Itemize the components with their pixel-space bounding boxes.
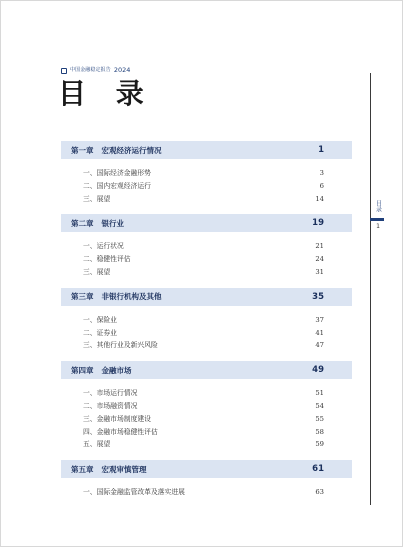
section-title: 二、证券业 [83, 328, 117, 337]
section-page-number: 54 [315, 401, 324, 410]
section-entry[interactable] [61, 438, 352, 451]
chapter-heading[interactable] [61, 460, 352, 478]
chapter-number: 第二章 [71, 218, 94, 228]
section-list [61, 306, 352, 361]
chapter-page-number: 61 [312, 464, 324, 475]
section-list [61, 379, 352, 460]
chapter-heading[interactable] [61, 214, 352, 232]
chapter-title [71, 291, 162, 302]
chapter-name: 宏观经济运行情况 [101, 145, 162, 155]
table-of-contents [61, 141, 352, 508]
side-tab-page-number: 1 [376, 223, 380, 230]
section-entry[interactable] [61, 266, 352, 279]
section-title: 三、展望 [83, 194, 111, 203]
section-entry[interactable] [61, 339, 352, 352]
page-title: 目 录 [58, 77, 154, 110]
chapter-heading[interactable] [61, 288, 352, 306]
chapter-heading[interactable] [61, 141, 352, 159]
section-title: 三、其他行业及新兴风险 [83, 341, 158, 350]
section-title: 四、金融市场稳健性评估 [83, 427, 158, 436]
section-page-number: 55 [315, 414, 324, 423]
section-title: 三、展望 [83, 267, 111, 276]
chapter-name: 银行业 [101, 218, 124, 228]
section-page-number: 58 [315, 427, 324, 436]
section-entry[interactable] [61, 413, 352, 426]
chapter-number: 第三章 [71, 292, 94, 302]
section-entry[interactable] [61, 426, 352, 439]
section-page-number: 41 [315, 328, 324, 337]
section-title: 五、展望 [83, 440, 111, 449]
section-entry[interactable] [61, 193, 352, 206]
section-entry[interactable] [61, 327, 352, 340]
section-page-number: 24 [315, 255, 324, 264]
chapter-title [71, 365, 132, 376]
chapter-number: 第五章 [71, 464, 94, 474]
chapter-title [71, 218, 124, 229]
section-page-number: 3 [319, 169, 324, 177]
section-title: 一、国际经济金融形势 [83, 169, 151, 177]
section-page-number: 21 [315, 242, 324, 251]
section-list [61, 478, 352, 508]
right-margin-rule [370, 73, 371, 505]
chapter-title [71, 145, 162, 156]
section-entry[interactable] [61, 240, 352, 253]
section-entry[interactable] [61, 400, 352, 413]
section-page-number: 51 [315, 389, 324, 398]
chapter-title [71, 464, 147, 475]
chapter-name: 非银行机构及其他 [101, 292, 162, 302]
section-title: 一、国际金融监管改革及落实进展 [83, 488, 185, 497]
chapter-heading[interactable] [61, 361, 352, 379]
chapter-page-number: 19 [312, 218, 324, 229]
section-title: 二、稳健性评估 [83, 255, 131, 264]
section-list [61, 159, 352, 214]
report-brand [61, 67, 130, 74]
section-entry[interactable] [61, 180, 352, 193]
chapter-name: 金融市场 [101, 365, 132, 375]
section-page-number: 63 [315, 488, 324, 497]
logo-icon [61, 68, 67, 74]
section-page-number: 37 [315, 315, 324, 324]
chapter-page-number: 1 [318, 145, 324, 155]
chapter-page-number: 49 [312, 365, 324, 376]
section-title: 二、市场融资情况 [83, 401, 138, 410]
chapter-name: 宏观审慎管理 [101, 464, 147, 474]
section-entry[interactable] [61, 167, 352, 180]
section-title: 一、保险业 [83, 315, 117, 324]
section-page-number: 47 [315, 341, 324, 350]
section-title: 一、市场运行情况 [83, 389, 138, 398]
chapter-number: 第四章 [71, 365, 94, 375]
section-entry[interactable] [61, 253, 352, 266]
chapter-page-number: 35 [312, 291, 324, 302]
side-tab-marker [370, 218, 384, 221]
side-tab-label: 目录 [374, 200, 382, 212]
section-list [61, 232, 352, 287]
section-entry[interactable] [61, 387, 352, 400]
side-section-tab [372, 197, 384, 230]
section-title: 一、运行状况 [83, 242, 124, 251]
section-page-number: 31 [315, 267, 324, 276]
section-title: 二、国内宏观经济运行 [83, 181, 151, 190]
section-entry[interactable] [61, 314, 352, 327]
section-page-number: 59 [315, 440, 324, 449]
chapter-number: 第一章 [71, 145, 94, 155]
section-page-number: 6 [319, 181, 324, 190]
section-page-number: 14 [315, 194, 324, 203]
brand-year: 2024 [113, 66, 131, 74]
section-title: 三、金融市场制度建设 [83, 414, 151, 423]
section-entry[interactable] [61, 486, 352, 499]
brand-text: 中国金融稳定报告 [70, 67, 111, 73]
